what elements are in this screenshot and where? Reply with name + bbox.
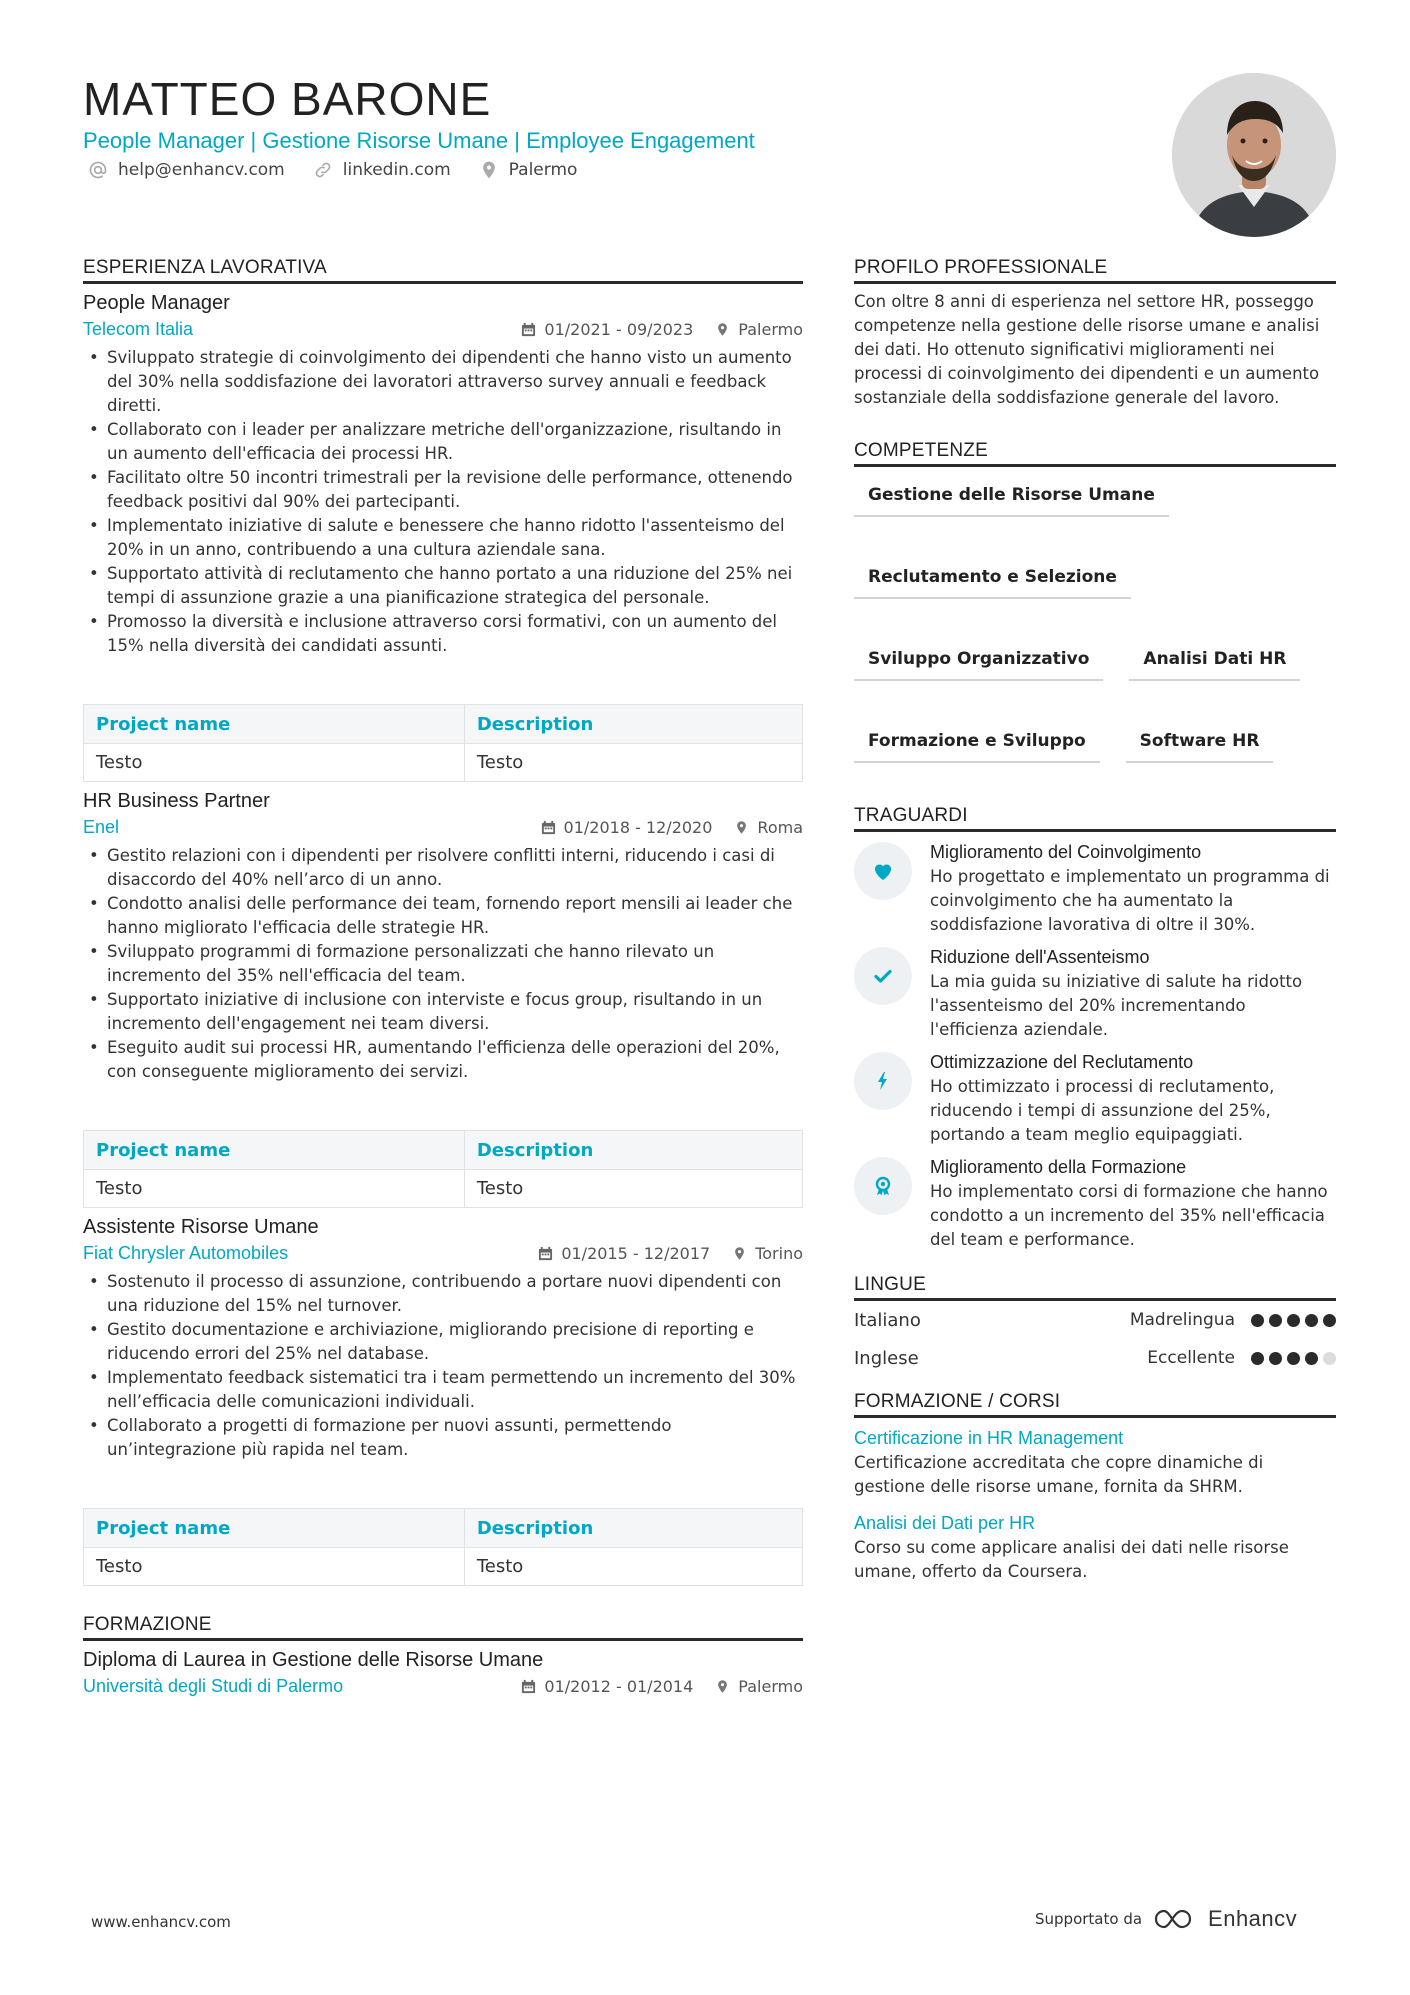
footer-brand: Enhancv <box>1208 1906 1298 1931</box>
job-dates-text: 01/2021 - 09/2023 <box>544 320 694 339</box>
table-header-row <box>84 1509 803 1548</box>
language-name: Inglese <box>854 1347 919 1369</box>
course-desc: Certificazione accreditata che copre dinamiche di gestione delle risorse umane, fornita da SHRM. <box>854 1453 1264 1496</box>
rating-dot-filled <box>1251 1314 1264 1327</box>
language-level-wrap <box>1147 1348 1336 1368</box>
profile-summary: Con oltre 8 anni di esperienza nel settore HR, posseggo competenze nella gestione delle risorse umane e analisi dei dati. Ho ottenuto significativi miglioramenti nei processi di coinvolgimento dei dipendenti e un aumento sostanziale della soddisfazione generale del lavoro. <box>854 292 1320 407</box>
bullet-item: • Sostenuto il processo di assunzione, contribuendo a portare nuovi dipendenti con una riduzione del 15% nel turnover. <box>83 1270 803 1318</box>
bullet-item: • Supportato attività di reclutamento che hanno portato a una riduzione del 25% nei tempi di assunzione grazie a una pianificazione strategica del personale. <box>83 562 803 610</box>
section-title-experience: ESPERIENZA LAVORATIVA <box>83 257 803 284</box>
table-header-description: Description <box>464 705 802 744</box>
job-location-text: Roma <box>757 818 803 837</box>
job-location <box>734 818 803 837</box>
bullet-item: • Gestito relazioni con i dipendenti per risolvere conflitti interni, riducendo i casi di disaccordo del 40% nell’arco di un anno. <box>83 844 803 892</box>
table-header-description: Description <box>464 1131 802 1170</box>
project-table <box>83 704 803 782</box>
table-row <box>84 1548 803 1586</box>
achievement-desc: Ho implementato corsi di formazione che hanno condotto a un incremento del 35% nell'efficacia del team e performance. <box>930 1182 1328 1249</box>
bullet-item: • Collaborato con i leader per analizzare metriche dell'organizzazione, risultando in un aumento dell'efficacia dei processi HR. <box>83 418 803 466</box>
enhancv-logo-icon <box>1152 1907 1198 1931</box>
job-role: HR Business Partner <box>83 790 270 812</box>
location-pin-icon <box>715 1679 730 1694</box>
education-details <box>521 1677 803 1696</box>
job-dates <box>521 320 693 339</box>
contact-row <box>88 160 577 180</box>
bullet-item: • Collaborato a progetti di formazione per nuovi assunti, permettendo un’integrazione più rapida nel team. <box>83 1414 803 1462</box>
link-icon <box>313 160 333 180</box>
job-details <box>541 818 803 837</box>
skill-tag: Analisi Dati HR <box>1129 643 1300 681</box>
achievement-item <box>854 1157 1336 1252</box>
table-cell: Testo <box>464 1548 802 1586</box>
skill-tag: Formazione e Sviluppo <box>854 725 1100 763</box>
rating-dot-filled <box>1269 1352 1282 1365</box>
education-dates <box>521 1677 693 1696</box>
footer-powered-label: Supportato da <box>1035 1910 1143 1928</box>
achievement-icon-wrap <box>854 1052 912 1110</box>
achievement-body <box>930 842 1336 937</box>
language-row <box>854 1339 1336 1377</box>
job-meta <box>83 1243 803 1264</box>
avatar-illustration <box>1172 73 1336 237</box>
education-degree: Diploma di Laurea in Gestione delle Risorse Umane <box>83 1649 544 1671</box>
language-name: Italiano <box>854 1309 921 1331</box>
education-school: Università degli Studi di Palermo <box>83 1676 344 1696</box>
rating-dot-filled <box>1269 1314 1282 1327</box>
table-header-project: Project name <box>84 1509 465 1548</box>
bullet-item: • Implementato iniziative di salute e benessere che hanno ridotto l'assenteismo del 20% in un anno, contribuendo a una cultura aziendale sana. <box>83 514 803 562</box>
profile-photo <box>1172 73 1336 237</box>
job-entry <box>83 292 803 782</box>
achievement-body <box>930 1052 1336 1147</box>
job-role: Assistente Risorse Umane <box>83 1216 319 1238</box>
job-dates-text: 01/2018 - 12/2020 <box>563 818 713 837</box>
course-title: Analisi dei Dati per HR <box>854 1513 1036 1533</box>
table-cell: Testo <box>84 744 465 782</box>
job-meta <box>83 817 803 838</box>
section-title-education: FORMAZIONE <box>83 1614 803 1641</box>
job-bullets <box>83 1270 803 1462</box>
calendar-icon <box>541 820 556 835</box>
at-icon <box>88 160 108 180</box>
section-title-courses: FORMAZIONE / CORSI <box>854 1391 1336 1418</box>
education-meta <box>83 1676 803 1697</box>
email-text: help@enhancv.com <box>118 160 285 180</box>
achievement-desc: La mia guida su iniziative di salute ha ridotto l'assenteismo del 20% incrementando l'efficienza aziendale. <box>930 972 1303 1039</box>
rating-dot-empty <box>1323 1352 1336 1365</box>
table-header-description: Description <box>464 1509 802 1548</box>
achievement-desc: Ho progettato e implementato un programma di coinvolgimento che ha aumentato la soddisfazione lavorativa di oltre il 30%. <box>930 867 1330 934</box>
course-title: Certificazione in HR Management <box>854 1428 1124 1448</box>
skill-tag: Reclutamento e Selezione <box>854 561 1131 599</box>
job-role: People Manager <box>83 292 230 314</box>
check-icon <box>871 964 895 988</box>
contact-linkedin[interactable] <box>313 160 451 180</box>
footer-website[interactable]: www.enhancv.com <box>91 1913 231 1931</box>
section-title-languages: LINGUE <box>854 1274 1336 1301</box>
table-header-project: Project name <box>84 705 465 744</box>
bullet-item: • Eseguito audit sui processi HR, aumentando l'efficienza delle operazioni del 20%, con conseguente miglioramento dei servizi. <box>83 1036 803 1084</box>
job-company: Fiat Chrysler Automobiles <box>83 1243 289 1263</box>
achievement-icon-wrap <box>854 842 912 900</box>
achievement-title: Riduzione dell'Assenteismo <box>930 947 1150 967</box>
bolt-icon <box>871 1069 895 1093</box>
contact-location <box>479 160 578 180</box>
language-row <box>854 1301 1336 1339</box>
table-cell: Testo <box>464 1170 802 1208</box>
table-header-project: Project name <box>84 1131 465 1170</box>
job-location <box>732 1244 803 1263</box>
location-pin-icon <box>732 1246 747 1261</box>
achievement-title: Miglioramento della Formazione <box>930 1157 1187 1177</box>
skill-tag: Gestione delle Risorse Umane <box>854 479 1169 517</box>
job-company: Enel <box>83 817 120 837</box>
footer-branding <box>1035 1906 1297 1932</box>
skill-tag: Software HR <box>1126 725 1274 763</box>
table-row <box>84 1170 803 1208</box>
bullet-item: • Promosso la diversità e inclusione attraverso corsi formativi, con un aumento del 15% nella diversità dei candidati assunti. <box>83 610 803 658</box>
achievement-title: Miglioramento del Coinvolgimento <box>930 842 1202 862</box>
language-rating <box>1251 1352 1336 1365</box>
calendar-icon <box>521 1679 536 1694</box>
project-table <box>83 1130 803 1208</box>
job-meta <box>83 319 803 340</box>
table-cell: Testo <box>84 1170 465 1208</box>
bullet-item: • Gestito documentazione e archiviazione, migliorando precisione di reporting e riducendo errori del 25% nel database. <box>83 1318 803 1366</box>
bullet-item: • Sviluppato programmi di formazione personalizzati che hanno rilevato un incremento del 35% nell'efficacia del team. <box>83 940 803 988</box>
job-bullets <box>83 844 803 1084</box>
left-column <box>83 257 803 1697</box>
skills-list <box>854 479 1336 763</box>
job-location <box>715 320 803 339</box>
job-company: Telecom Italia <box>83 319 194 339</box>
achievement-icon-wrap <box>854 947 912 1005</box>
achievement-item <box>854 947 1336 1042</box>
achievement-item <box>854 1052 1336 1147</box>
section-title-skills: COMPETENZE <box>854 440 1336 467</box>
job-bullets <box>83 346 803 658</box>
rating-dot-filled <box>1305 1352 1318 1365</box>
calendar-icon <box>538 1246 553 1261</box>
location-pin-icon <box>715 322 730 337</box>
table-header-row <box>84 705 803 744</box>
section-title-profile: PROFILO PROFESSIONALE <box>854 257 1336 284</box>
project-table <box>83 1508 803 1586</box>
table-cell: Testo <box>84 1548 465 1586</box>
bullet-item: • Implementato feedback sistematici tra i team permettendo un incremento del 30% nell’efficacia delle comunicazioni individuali. <box>83 1366 803 1414</box>
rating-dot-filled <box>1287 1352 1300 1365</box>
education-dates-text: 01/2012 - 01/2014 <box>544 1677 694 1696</box>
award-icon <box>871 1174 895 1198</box>
candidate-name: MATTEO BARONE <box>83 73 492 125</box>
headline: People Manager | Gestione Risorse Umane | Employee Engagement <box>83 128 755 153</box>
bullet-item: • Supportato iniziative di inclusione con interviste e focus group, risultando in un incremento dell'engagement nei team diversi. <box>83 988 803 1036</box>
table-header-row <box>84 1131 803 1170</box>
job-location-text: Torino <box>755 1244 803 1263</box>
right-column <box>854 257 1336 1584</box>
rating-dot-filled <box>1305 1314 1318 1327</box>
job-details <box>538 1244 803 1263</box>
bullet-item: • Sviluppato strategie di coinvolgimento dei dipendenti che hanno visto un aumento del 30% nella soddisfazione dei lavoratori attraverso survey annuali e feedback diretti. <box>83 346 803 418</box>
table-cell: Testo <box>464 744 802 782</box>
rating-dot-filled <box>1287 1314 1300 1327</box>
language-level: Eccellente <box>1147 1348 1235 1368</box>
location-text: Palermo <box>508 160 578 180</box>
heart-icon <box>871 859 895 883</box>
achievement-item <box>854 842 1336 937</box>
location-pin-icon <box>479 160 499 180</box>
skill-tag: Sviluppo Organizzativo <box>854 643 1103 681</box>
rating-dot-filled <box>1323 1314 1336 1327</box>
bullet-item: • Facilitato oltre 50 incontri trimestrali per la revisione delle performance, ottenendo feedback positivi dal 90% dei partecipanti. <box>83 466 803 514</box>
linkedin-text: linkedin.com <box>342 160 451 180</box>
achievement-icon-wrap <box>854 1157 912 1215</box>
job-entry <box>83 1216 803 1586</box>
achievement-body <box>930 947 1336 1042</box>
achievement-desc: Ho ottimizzato i processi di reclutamento, riducendo i tempi di assunzione del 25%, portando a team meglio equipaggiati. <box>930 1077 1275 1144</box>
language-level: Madrelingua <box>1129 1310 1235 1330</box>
language-level-wrap <box>1130 1310 1336 1330</box>
calendar-icon <box>521 322 536 337</box>
job-dates <box>538 1244 710 1263</box>
job-dates <box>541 818 713 837</box>
job-entry <box>83 790 803 1208</box>
job-details <box>521 320 803 339</box>
location-pin-icon <box>734 820 749 835</box>
table-row <box>84 744 803 782</box>
course-desc: Corso su come applicare analisi dei dati nelle risorse umane, offerto da Coursera. <box>854 1538 1289 1581</box>
section-title-achievements: TRAGUARDI <box>854 805 1336 832</box>
job-location-text: Palermo <box>738 320 803 339</box>
achievement-body <box>930 1157 1336 1252</box>
education-location <box>715 1677 803 1696</box>
bullet-item: • Condotto analisi delle performance dei team, fornendo report mensili ai leader che hanno migliorato l'efficacia delle strategie HR. <box>83 892 803 940</box>
language-rating <box>1251 1314 1336 1327</box>
job-dates-text: 01/2015 - 12/2017 <box>561 1244 711 1263</box>
rating-dot-filled <box>1251 1352 1264 1365</box>
education-location-text: Palermo <box>738 1677 803 1696</box>
contact-email[interactable] <box>88 160 285 180</box>
achievement-title: Ottimizzazione del Reclutamento <box>930 1052 1194 1072</box>
